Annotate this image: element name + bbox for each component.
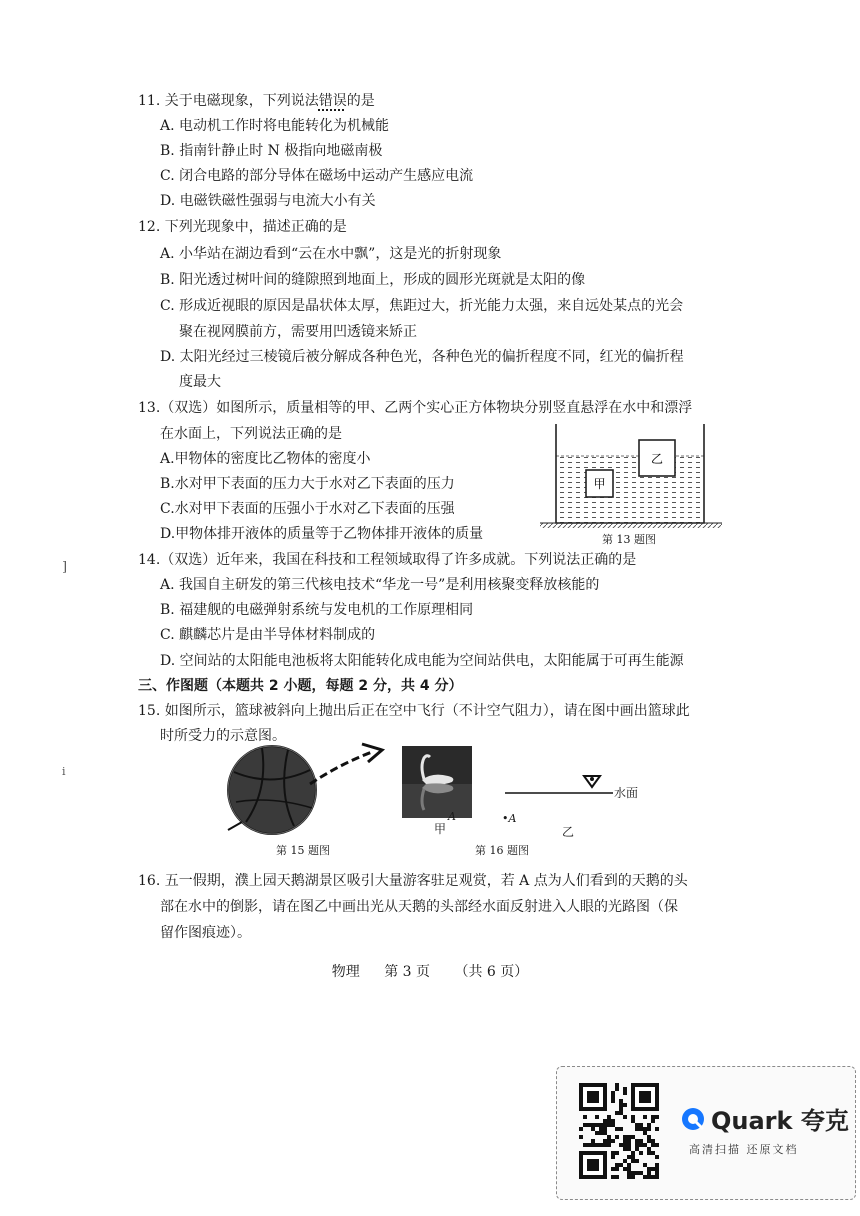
- q16-label-yi: 乙: [562, 825, 575, 839]
- q14-option-d: D. 空间站的太阳能电池板将太阳能转化成电能为空间站供电，太阳能属于可再生能源: [160, 653, 684, 669]
- q13-stem-line1: 13.（双选）如图所示，质量相等的甲、乙两个实心正方体物块分别竖直悬浮在水中和漂浮: [138, 400, 693, 416]
- water-fill: [556, 456, 704, 523]
- quark-logo-icon: [681, 1107, 705, 1131]
- page-footer: [0, 961, 860, 981]
- q16-eye-icon: [582, 773, 602, 789]
- margin-mark-1: ]: [62, 560, 68, 575]
- floor-hatch: [540, 523, 722, 528]
- footer-subject: 物理: [331, 964, 360, 980]
- footer-page: 第 3 页: [384, 964, 430, 980]
- quark-tagline: 高清扫描 还原文档: [689, 1143, 799, 1156]
- q11-option-d: D. 电磁铁磁性强弱与电流大小有关: [160, 193, 376, 209]
- qr-code-icon: [579, 1083, 659, 1179]
- q16-stem-line1: 16. 五一假期，濮上园天鹅湖景区吸引大量游客驻足观赏，若 A 点为人们看到的天鹅的头: [138, 873, 688, 889]
- q13-option-b: B.水对甲下表面的压力大于水对乙下表面的压力: [160, 476, 455, 492]
- trajectory-arrow: [310, 752, 372, 784]
- q12-stem: 12. 下列光现象中，描述正确的是: [138, 219, 347, 235]
- q16-swan-photo: [402, 746, 472, 818]
- q14-option-c: C. 麒麟芯片是由半导体材料制成的: [160, 627, 376, 643]
- q16-water-surface: [505, 790, 613, 796]
- q16-stem-line2: 部在水中的倒影，请在图乙中画出光从天鹅的头部经水面反射进入人眼的光路图（保: [160, 899, 678, 915]
- q16-label-a-photo: A: [448, 810, 456, 823]
- q15-figure: [222, 738, 392, 838]
- q15-caption: 第 15 题图: [276, 844, 330, 857]
- q13-caption: 第 13 题图: [602, 533, 656, 546]
- q13-option-d: D.甲物体排开液体的质量等于乙物体排开液体的质量: [160, 526, 484, 542]
- q14-option-b: B. 福建舰的电磁弹射系统与发电机的工作原理相同: [160, 602, 474, 618]
- q14-option-a: A. 我国自主研发的第三代核电技术“华龙一号”是利用核聚变释放核能的: [160, 577, 600, 593]
- q16-stem-line3: 留作图痕迹）。: [160, 925, 251, 941]
- q15-stem-line1: 15. 如图所示，篮球被斜向上抛出后正在空中飞行（不计空气阻力），请在图中画出篮球此: [138, 703, 690, 719]
- q14-stem: 14.（双选）近年来，我国在科技和工程领域取得了许多成就。下列说法正确的是: [138, 552, 637, 568]
- q13-figure: [536, 420, 726, 530]
- q12-option-a: A. 小华站在湖边看到“云在水中飘”，这是光的折射现象: [160, 246, 502, 262]
- q16-label-water: 水面: [614, 786, 639, 800]
- quark-brand-text: Quark 夸克: [711, 1107, 849, 1135]
- footer-total: （共 6 页）: [454, 964, 529, 980]
- q12-option-c-line1: C. 形成近视眼的原因是晶状体太厚，焦距过大，折光能力太强，来自远处某点的光会: [160, 298, 684, 314]
- q15-stem-line2: 时所受力的示意图。: [160, 728, 286, 744]
- quark-brand: [681, 1101, 849, 1136]
- q11-option-c: C. 闭合电路的部分导体在磁场中运动产生感应电流: [160, 168, 474, 184]
- label-jia: 甲: [593, 477, 606, 491]
- section-3-heading: 三、作图题（本题共 2 小题，每题 2 分，共 4 分）: [138, 678, 463, 694]
- q12-option-c-line2: 聚在视网膜前方，需要用凹透镜来矫正: [179, 324, 417, 340]
- q11-stem: 11. 关于电磁现象，下列说法错误的是: [138, 93, 375, 109]
- q11-option-a: A. 电动机工作时将电能转化为机械能: [160, 118, 390, 134]
- q13-option-c: C.水对甲下表面的压强小于水对乙下表面的压强: [160, 501, 455, 517]
- quark-watermark: [556, 1066, 856, 1200]
- q12-option-b: B. 阳光透过树叶间的缝隙照到地面上，形成的圆形光斑就是太阳的像: [160, 272, 586, 288]
- label-yi: 乙: [650, 452, 664, 466]
- margin-mark-2: i: [62, 765, 66, 778]
- q12-option-d-line2: 度最大: [179, 374, 221, 390]
- q13-stem-line2: 在水面上，下列说法正确的是: [160, 426, 342, 442]
- q16-point-a: •A: [502, 812, 517, 825]
- q11-option-b: B. 指南针静止时 N 极指向地磁南极: [160, 143, 383, 159]
- q12-option-d-line1: D. 太阳光经过三棱镜后被分解成各种色光，各种色光的偏折程度不同，红光的偏折程: [160, 349, 684, 365]
- q13-option-a: A.甲物体的密度比乙物体的密度小: [160, 451, 371, 467]
- q16-caption: 第 16 题图: [475, 844, 529, 857]
- q11-emphasis: 错误: [318, 93, 347, 109]
- q16-label-jia: 甲: [434, 822, 447, 836]
